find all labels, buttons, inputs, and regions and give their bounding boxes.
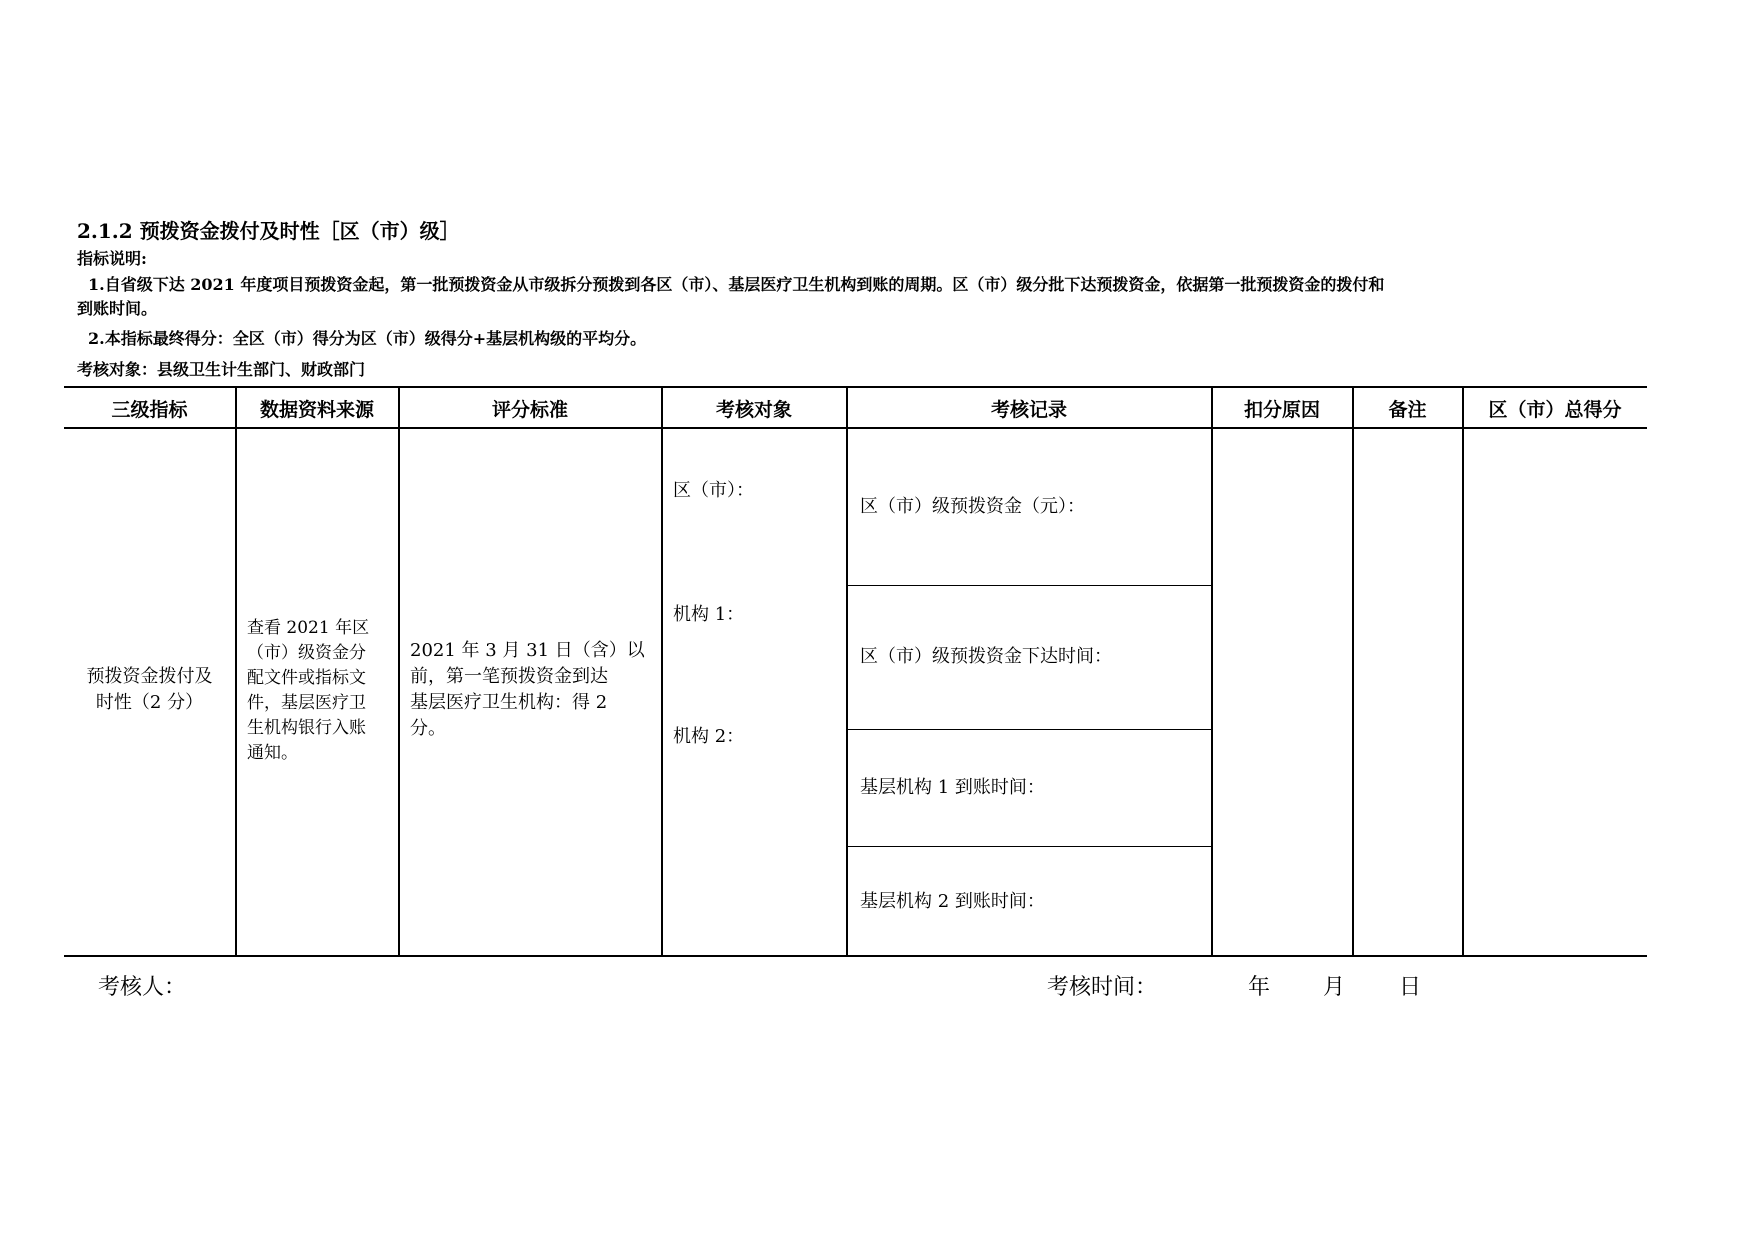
header-criteria: 评分标准 xyxy=(491,398,568,421)
record-row-divider xyxy=(847,585,1211,586)
header-source: 数据资料来源 xyxy=(259,398,374,421)
indicator-line: 预拨资金拨付及 xyxy=(86,666,213,687)
column-divider xyxy=(846,386,848,957)
record-institution-2-arrival: 基层机构 2 到账时间： xyxy=(860,891,1045,912)
criteria-line: 分。 xyxy=(410,718,446,739)
year-label: 年 xyxy=(1248,975,1271,1000)
assessor-label: 考核人： xyxy=(98,975,187,1000)
source-line: （市）级资金分 xyxy=(247,643,366,663)
column-divider xyxy=(1352,386,1354,957)
indicator-line: 时性（2 分） xyxy=(95,692,204,713)
assessment-target: 考核对象：县级卫生计生部门、财政部门 xyxy=(77,360,366,379)
source-line: 通知。 xyxy=(247,743,298,763)
indicator-cell xyxy=(64,664,235,716)
assessment-table xyxy=(64,386,1647,957)
header-record: 考核记录 xyxy=(990,398,1067,421)
header-indicator: 三级指标 xyxy=(111,398,188,421)
header-deduction-reason: 扣分原因 xyxy=(1243,398,1320,421)
record-row-divider xyxy=(847,729,1211,730)
note-1-line-2: 到账时间。 xyxy=(77,299,158,318)
criteria-line: 基层医疗卫生机构：得 2 xyxy=(410,692,608,713)
source-line: 件，基层医疗卫 xyxy=(247,693,366,713)
record-row-divider xyxy=(847,846,1211,847)
target-institution-2: 机构 2： xyxy=(673,726,745,747)
note-2: 2.本指标最终得分：全区（市）得分为区（市）级得分+基层机构级的平均分。 xyxy=(88,329,647,348)
criteria-line: 前，第一笔预拨资金到达 xyxy=(410,666,608,687)
target-district: 区（市）： xyxy=(673,480,754,501)
assessment-time-label: 考核时间： xyxy=(1047,975,1158,1000)
record-fund-amount: 区（市）级预拨资金（元）： xyxy=(860,496,1085,517)
note-label: 指标说明: xyxy=(77,249,147,268)
record-fund-issue-time: 区（市）级预拨资金下达时间： xyxy=(860,646,1112,667)
header-target: 考核对象 xyxy=(715,398,792,421)
source-line: 生机构银行入账 xyxy=(247,718,366,738)
month-label: 月 xyxy=(1323,975,1346,1000)
criteria-cell xyxy=(410,638,660,742)
section-heading: 2.1.2 预拨资金拨付及时性［区（市）级］ xyxy=(77,219,460,243)
day-label: 日 xyxy=(1399,975,1422,1000)
source-line: 配文件或指标文 xyxy=(247,668,366,688)
note-1-line-1: 1.自省级下达 2021 年度项目预拨资金起，第一批预拨资金从市级拆分预拨到各区（市）、基层医疗卫生机构到账的周期。区（市）级分批下达预拨资金，依据第一批预拨资金的拨付和 xyxy=(88,275,1385,294)
criteria-line: 2021 年 3 月 31 日（含）以 xyxy=(410,640,645,661)
header-remarks: 备注 xyxy=(1388,398,1427,421)
table-bottom-rule xyxy=(64,955,1647,957)
column-divider xyxy=(661,386,663,957)
record-institution-1-arrival: 基层机构 1 到账时间： xyxy=(860,777,1045,798)
column-divider xyxy=(398,386,400,957)
source-line: 查看 2021 年区 xyxy=(247,618,370,638)
column-divider xyxy=(1211,386,1213,957)
column-divider xyxy=(1462,386,1464,957)
column-divider xyxy=(235,386,237,957)
target-institution-1: 机构 1： xyxy=(673,604,745,625)
source-cell xyxy=(247,616,395,766)
header-total-score: 区（市）总得分 xyxy=(1488,398,1622,421)
